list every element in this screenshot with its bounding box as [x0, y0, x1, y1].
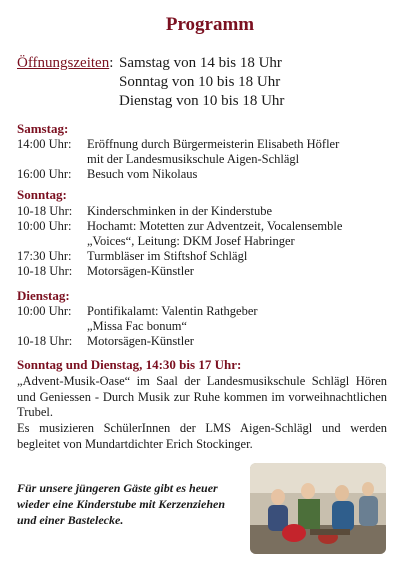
schedule-time: 10-18 Uhr:: [17, 204, 73, 218]
schedule-row: [17, 304, 258, 333]
opening-hours-times: [119, 54, 284, 111]
hours-line: Sonntag von 10 bis 18 Uhr: [119, 74, 281, 90]
schedule-text: Besuch vom Nikolaus: [87, 167, 198, 181]
schedule-time: 16:00 Uhr:: [17, 167, 72, 181]
schedule-text: Motorsägen-Künstler: [87, 334, 194, 348]
special-performers: Es musizieren SchülerInnen der LMS Aigen-Schlägl und werden begleitet von Mundartdichter Erich Stockinger.: [17, 421, 387, 451]
special-heading: Sonntag und Dienstag, 14:30 bis 17 Uhr:: [17, 357, 242, 372]
page-title: Programm: [165, 14, 255, 35]
hours-line: Dienstag von 10 bis 18 Uhr: [119, 93, 285, 109]
kids-note: Für unsere jüngeren Gäste gibt es heuer wieder eine Kinderstube mit Kerzenziehen und einer Bastelecke.: [17, 481, 226, 527]
schedule-row: [17, 334, 194, 349]
schedule-text: Hochamt: Motetten zur Adventzeit, Vocalensemble: [87, 219, 343, 233]
special-description: „Advent-Musik-Oase“ im Saal der Landesmusikschule Schlägl Hören und Geniessen - Durch Musik zur Ruhe kommen im vorweihnachtlichen Trubel.: [17, 374, 387, 419]
schedule-text: Kinderschminken in der Kinderstube: [87, 204, 273, 218]
tuesday-heading: Dienstag:: [17, 288, 70, 303]
children-photo: [250, 463, 386, 554]
schedule-row: [17, 204, 272, 219]
schedule-row: [17, 219, 343, 248]
opening-hours-label: Öffnungszeiten: [17, 55, 110, 71]
schedule-text-cont: mit der Landesmusikschule Aigen-Schlägl: [87, 152, 300, 166]
schedule-text-cont: „Voices“, Leitung: DKM Josef Habringer: [87, 234, 295, 248]
schedule-time: 10-18 Uhr:: [17, 264, 73, 278]
hours-line: Samstag von 14 bis 18 Uhr: [119, 55, 282, 71]
schedule-time: 10:00 Uhr:: [17, 219, 72, 233]
schedule-text: Pontifikalamt: Valentin Rathgeber: [87, 304, 258, 318]
schedule-text: Turmbläser im Stiftshof Schlägl: [87, 249, 248, 263]
opening-hours: [17, 54, 285, 109]
schedule-text: Eröffnung durch Bürgermeisterin Elisabeth Höfler: [87, 137, 340, 151]
saturday-heading: Samstag:: [17, 121, 69, 136]
schedule-row: [17, 264, 194, 279]
sunday-heading: Sonntag:: [17, 187, 67, 202]
schedule-text-cont: „Missa Fac bonum“: [87, 319, 187, 333]
schedule-text: Motorsägen-Künstler: [87, 264, 194, 278]
schedule-time: 17:30 Uhr:: [17, 249, 72, 263]
schedule-row: [17, 137, 340, 166]
schedule-time: 10-18 Uhr:: [17, 334, 73, 348]
schedule-row: [17, 167, 197, 182]
children-photo-illustration: [250, 463, 386, 554]
schedule-time: 10:00 Uhr:: [17, 304, 72, 318]
schedule-row: [17, 249, 247, 264]
schedule-time: 14:00 Uhr:: [17, 137, 72, 151]
opening-hours-colon: :: [109, 55, 114, 71]
